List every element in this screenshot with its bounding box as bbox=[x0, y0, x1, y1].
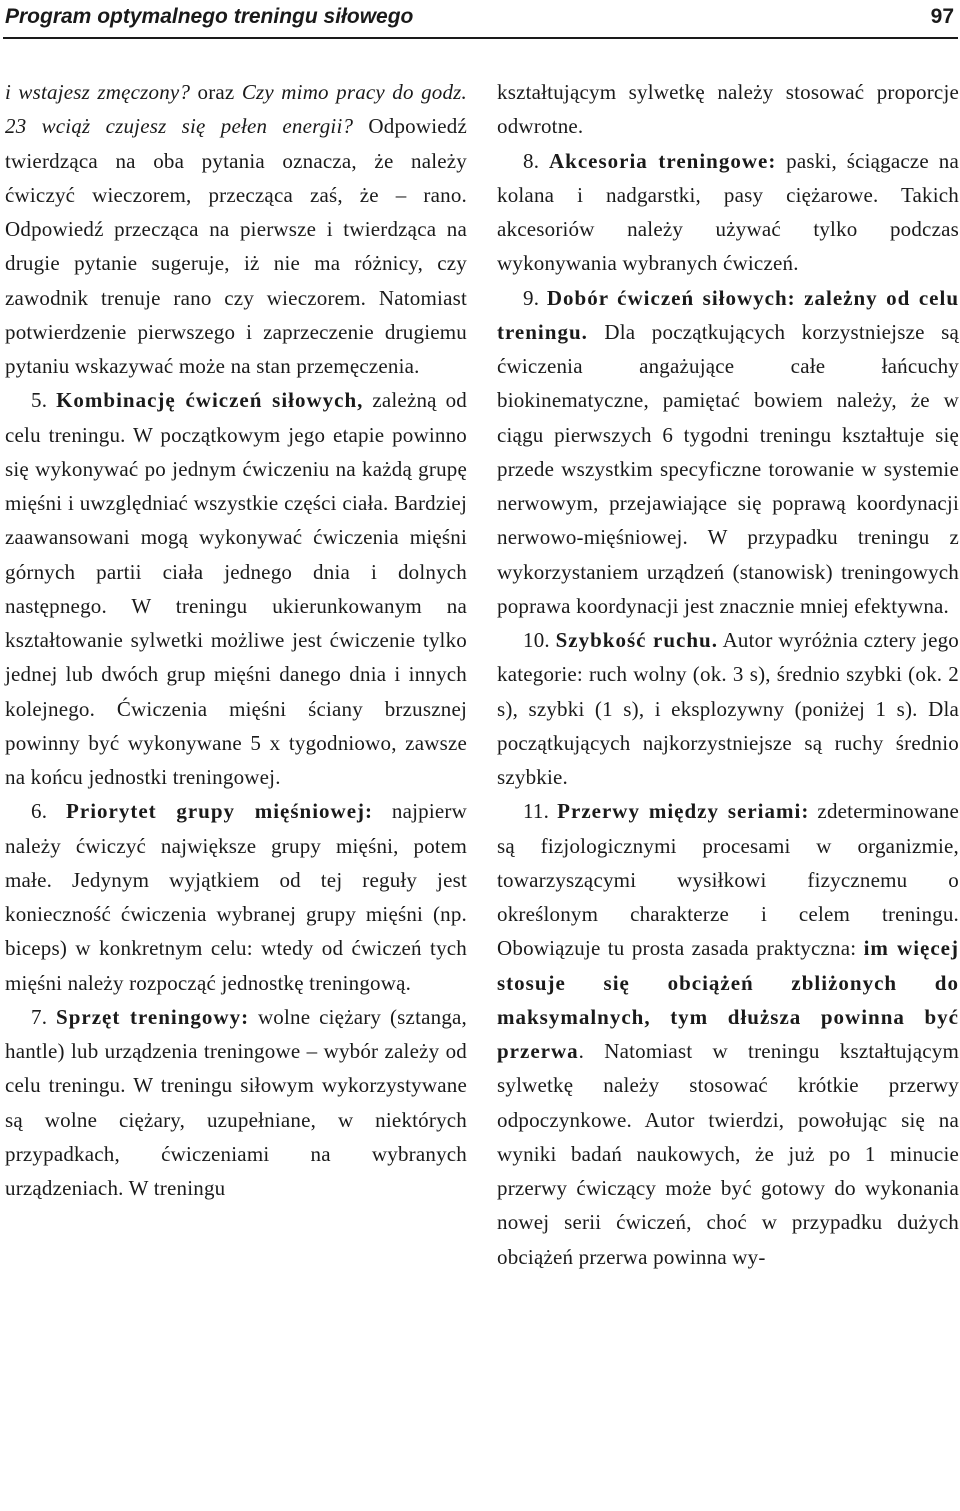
paragraph-training-time bbox=[5, 75, 467, 383]
emphasis-rule: im więcej stosuje się obciążeń zbliżonych do maksymalnych, tym dłuższa powinna być przerwa bbox=[497, 936, 959, 1063]
paragraph-text: paski, ściągacze na kolana i nadgarstki, pasy ciężarowe. Takich akcesoriów należy używać tylko podczas wykonywania wybranych ćwiczeń. bbox=[497, 148, 959, 276]
paragraph-item-8 bbox=[497, 144, 959, 281]
question-text: Czy mimo pracy do godz. 23 wciąż czujesz się pełen energii? bbox=[5, 80, 467, 139]
item-number: 5. bbox=[31, 388, 48, 413]
paragraph-text: zależną od celu treningu. W początkowym jego etapie powinno się wykonywać po jednym ćwiczeniu na każdą grupę mięśni i uwzględniać wszystkie części ciała. Bardziej zaawansowani mogą wykonywać ćwiczenia mięśni górnych partii ciała jednego dnia i dolnych następnego. W treningu ukierunkowanym na kształtowanie sylwetki możliwe jest ćwiczenie tylko jednej lub dwóch grup mięśni danego dnia i innych kolejnego. Ćwiczenia mięśni ściany brzusznej powinny być wykonywane 5 x tygodniowo, zawsze na końcu jednostki treningowej. bbox=[5, 388, 468, 789]
right-column bbox=[497, 75, 959, 1274]
question-text: i wstajesz zmęczony? bbox=[5, 80, 191, 104]
header-rule bbox=[3, 37, 958, 39]
item-heading: Priorytet grupy mięśniowej: bbox=[66, 799, 374, 824]
paragraph-text: oraz bbox=[190, 80, 242, 104]
paragraph-item-6 bbox=[5, 794, 467, 1000]
paragraph-continuation bbox=[497, 75, 959, 144]
paragraph-text: Dla początkujących korzystniejsze są ćwiczenia angażujące całe łańcuchy biokinematyczne, pamiętać bowiem należy, że w ciągu pierwszych 6 tygodni treningu kształtuje się przede wszystkim specyficzne torowanie w systemie nerwowym, przejawiające się poprawą koordynacji nerwowo-mięśniowej. W przypadku treningu z wykorzystaniem urządzeń (stanowisk) treningowych poprawa koordynacji jest znacznie mniej efektywna. bbox=[497, 319, 959, 618]
running-title: Program optymalnego treningu siłowego bbox=[5, 5, 414, 28]
item-heading: Dobór ćwiczeń siłowych: zależny od celu treningu. bbox=[497, 285, 959, 344]
paragraph-text: zdeterminowane są fizjologicznymi procesami w organizmie, towarzyszącymi wysiłkowi fizycznemu o określonym charakterze i celem treningu. Obowiązuje tu prosta zasada praktyczna: bbox=[497, 799, 959, 961]
item-heading: Szybkość ruchu. bbox=[555, 628, 718, 652]
running-header bbox=[0, 0, 960, 40]
item-number: 6. bbox=[31, 799, 48, 824]
item-heading: Przerwy między seriami: bbox=[557, 799, 810, 824]
left-column bbox=[5, 75, 467, 1205]
paragraph-item-7 bbox=[5, 1000, 467, 1206]
paragraph-item-5 bbox=[5, 383, 467, 794]
item-heading: Akcesoria treningowe: bbox=[548, 148, 777, 173]
paragraph-item-11 bbox=[497, 794, 959, 1274]
item-number: 11. bbox=[523, 799, 550, 824]
paragraph-text: . Natomiast w treningu kształtującym sylwetkę należy stosować krótkie przerwy odpoczynkowe. Autor twierdzi, powołując się na wyniki badań naukowych, że już po 1 minucie przerwy ćwiczący może być gotowy do wykonania nowej serii ćwiczeń, choć w przypadku dużych obciążeń przerwa powinna wy- bbox=[497, 1039, 959, 1269]
paragraph-text: wolne ciężary (sztanga, hantle) lub urządzenia treningowe – wybór zależy od celu treningu. W treningu siłowym wykorzystywane są wolne ciężary, uzupełniane, w niektórych przypadkach, ćwiczeniami na wybranych urządzeniach. W treningu bbox=[5, 1004, 467, 1200]
page-number: 97 bbox=[930, 5, 954, 28]
item-heading: Kombinację ćwiczeń siłowych, bbox=[56, 388, 364, 413]
paragraph-text: kształtującym sylwetkę należy stosować proporcje odwrotne. bbox=[497, 80, 959, 139]
item-number: 8. bbox=[523, 148, 540, 173]
item-number: 10. bbox=[523, 628, 550, 652]
item-number: 9. bbox=[523, 285, 540, 310]
paragraph-text: Odpowiedź twierdząca na oba pytania oznacza, że należy ćwiczyć wieczorem, przecząca zaś, że – rano. Odpowiedź przecząca na pierwsze i twierdząca na drugie pytanie sugeruje, iż nie ma różnicy, czy zawodnik trenuje rano czy wieczorem. Natomiast potwierdzenie pierwszego i zaprzeczenie drugiemu pytaniu wskazywać może na stan przemęczenia. bbox=[5, 114, 467, 378]
paragraph-text: Autor wyróżnia cztery jego kategorie: ruch wolny (ok. 3 s), średnio szybki (ok. 2 s), szybki (1 s), i eksplozywny (poniżej 1 s). Dla początkujących najkorzystniejsze są ruchy średnio szybkie. bbox=[497, 628, 960, 789]
item-number: 7. bbox=[31, 1004, 48, 1029]
paragraph-item-10 bbox=[497, 623, 959, 794]
paragraph-text: najpierw należy ćwiczyć największe grupy mięśni, potem małe. Jedynym wyjątkiem od tej reguły jest konieczność ćwiczenia wybranej grupy mięśni (np. biceps) w konkretnym celu: wtedy od ćwiczeń tych mięśni należy rozpocząć jednostkę treningową. bbox=[5, 799, 467, 995]
paragraph-item-9 bbox=[497, 281, 959, 624]
item-heading: Sprzęt treningowy: bbox=[56, 1004, 250, 1029]
